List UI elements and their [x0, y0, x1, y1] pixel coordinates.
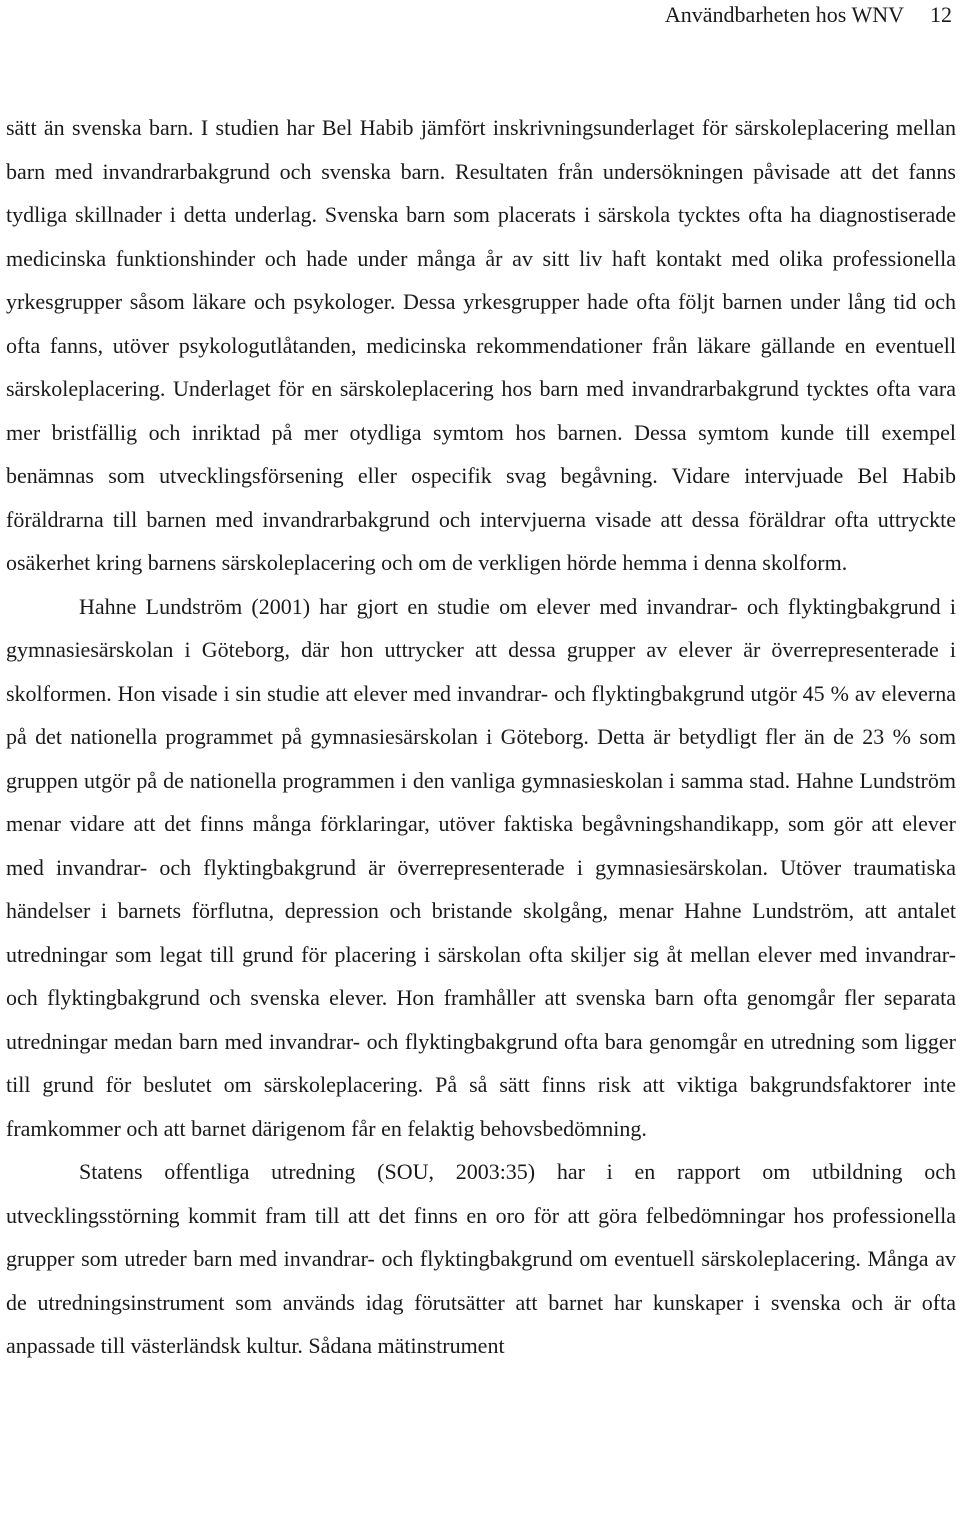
paragraph-hahne-lundstrom: Hahne Lundström (2001) har gjort en studie om elever med invandrar- och flyktingbakgrund i gymnasiesärskolan i Göteborg, där hon uttrycker att dessa grupper av elever är överrepresenterade i skolformen. Hon visade i sin studie att elever med invandrar- och flyktingbakgrund utgör 45 % av eleverna på det nationella programmet på gymnasiesärskolan i Göteborg. Detta är betydligt fler än de 23 % som gruppen utgör på de nationella programmen i den vanliga gymnasieskolan i samma stad. Hahne Lundström menar vidare att det finns många förklaringar, utöver faktiska begåvningshandikapp, som gör att elever med invandrar- och flyktingbakgrund är överrepresenterade i gymnasiesärskolan. Utöver traumatiska händelser i barnets förflutna, depression och bristande skolgång, menar Hahne Lundström, att antalet utredningar som legat till grund för placering i särskolan ofta skiljer sig åt mellan elever med invandrar- och flyktingbakgrund och svenska elever. Hon framhåller att svenska barn ofta genomgår fler separata utredningar medan barn med invandrar- och flyktingbakgrund ofta bara genomgår en utredning som ligger till grund för beslutet om särskoleplacering. På så sätt finns risk att viktiga bakgrundsfaktorer inte framkommer och att barnet därigenom får en felaktig behovsbedömning.: [6, 593, 956, 1141]
running-header: [665, 2, 952, 28]
paragraph-sou: Statens offentliga utredning (SOU, 2003:35) har i en rapport om utbildning och utvecklingsstörning kommit fram till att det finns en oro för att göra felbedömningar hos professionella grupper som utreder barn med invandrar- och flyktingbakgrund om eventuell särskoleplacering. Många av de utredningsinstrument som används idag förutsätter att barnet har kunskaper i svenska och är ofta anpassade till västerländsk kultur. Sådana mätinstrument: [6, 1159, 956, 1358]
page-number: 12: [930, 2, 952, 27]
body-text: [6, 106, 956, 1368]
paragraph-continued: sätt än svenska barn. I studien har Bel Habib jämfört inskrivningsunderlaget för särskoleplacering mellan barn med invandrarbakgrund och svenska barn. Resultaten från undersökningen påvisade att det fanns tydliga skillnader i detta underlag. Svenska barn som placerats i särskola tycktes ofta ha diagnostiserade medicinska funktionshinder och hade under många år av sitt liv haft kontakt med olika professionella yrkesgrupper såsom läkare och psykologer. Dessa yrkesgrupper hade ofta följt barnen under lång tid och ofta fanns, utöver psykologutlåtanden, medicinska rekommendationer från läkare gällande en eventuell särskoleplacering. Underlaget för en särskoleplacering hos barn med invandrarbakgrund tycktes ofta vara mer bristfällig och inriktad på mer otydliga symtom hos barnen. Dessa symtom kunde till exempel benämnas som utvecklingsförsening eller ospecifik svag begåvning. Vidare intervjuade Bel Habib föräldrarna till barnen med invandrarbakgrund och intervjuerna visade att dessa föräldrar ofta uttryckte osäkerhet kring barnens särskoleplacering och om de verkligen hörde hemma i denna skolform.: [6, 115, 956, 575]
running-title: Användbarheten hos WNV: [664, 2, 904, 27]
